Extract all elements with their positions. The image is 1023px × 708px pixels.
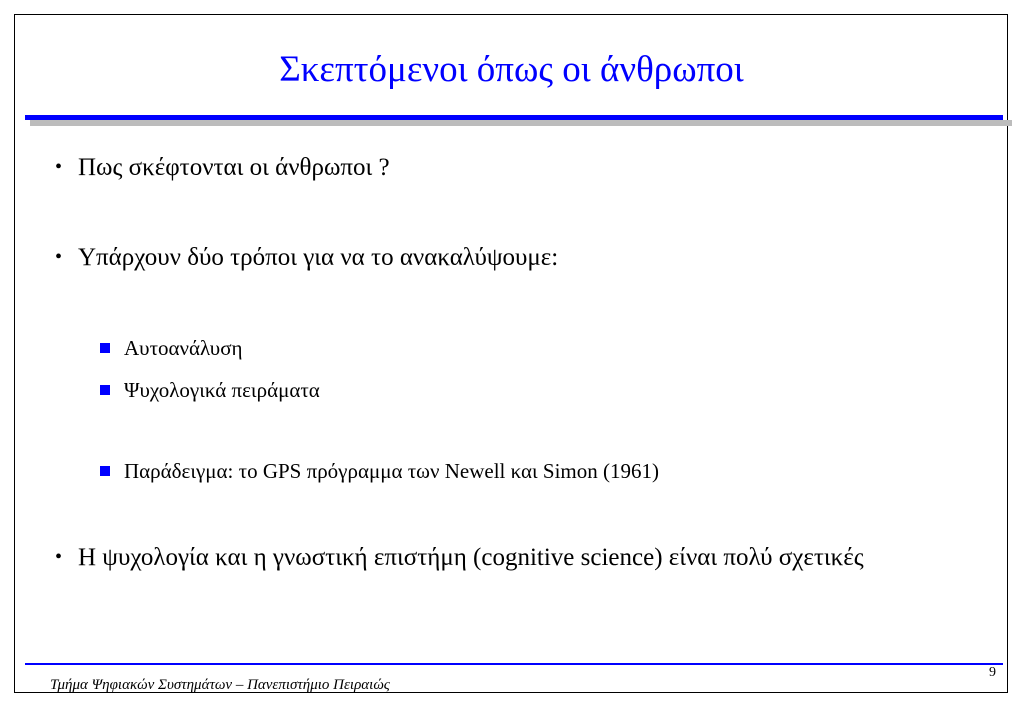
- bullet-item: [55, 542, 978, 573]
- title-rule-shadow: [30, 120, 1012, 126]
- bullet-item: [55, 152, 978, 183]
- footer-rule: [25, 663, 1003, 665]
- sub-bullet-text: Παράδειγμα: το GPS πρόγραμμα των Newell και Simon (1961): [124, 459, 659, 483]
- sub-bullet-item: [100, 377, 320, 403]
- sub-bullet-text: Ψυχολογικά πειράματα: [124, 378, 320, 402]
- page-number: 9: [989, 665, 996, 680]
- sub-bullet-item: [100, 335, 243, 361]
- bullet-item: [55, 242, 978, 273]
- bullet-text: Υπάρχουν δύο τρόποι για να το ανακαλύψουμε:: [78, 244, 559, 271]
- bullet-dot-icon: •: [55, 156, 63, 178]
- square-bullet-icon: [100, 343, 110, 353]
- bullet-dot-icon: •: [55, 246, 63, 268]
- bullet-text: Η ψυχολογία και η γνωστική επιστήμη (cognitive science) είναι πολύ σχετικές: [78, 544, 864, 571]
- title-rule: [25, 115, 1003, 120]
- bullet-text: Πως σκέφτονται οι άνθρωποι ?: [78, 154, 390, 181]
- square-bullet-icon: [100, 466, 110, 476]
- slide-title: Σκεπτόμενοι όπως οι άνθρωποι: [279, 49, 744, 90]
- footer-institution: Τμήμα Ψηφιακών Συστημάτων – Πανεπιστήμιο Πειραιώς: [50, 677, 390, 693]
- sub-bullet-item: [100, 458, 659, 484]
- bullet-dot-icon: •: [55, 546, 63, 568]
- square-bullet-icon: [100, 385, 110, 395]
- sub-bullet-text: Αυτοανάλυση: [124, 336, 243, 360]
